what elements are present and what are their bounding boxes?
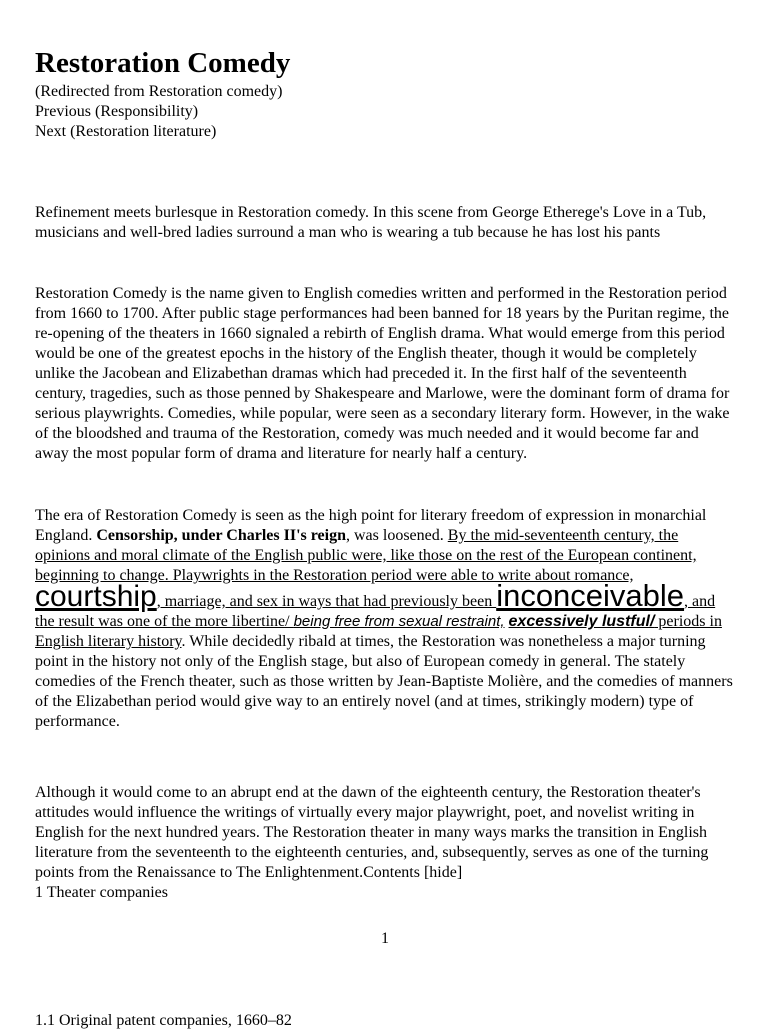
underlined-passage-3: , and the result was one of the more libertine/ [35,593,716,630]
underlined-passage-1: By the mid-seventeenth century, the opinions and moral climate of the English public were, like those on the rest of the European continent, beginning to change. Playwrights in the Restoration period were able to write about romance, [35,527,697,584]
page-title: Restoration Comedy [35,47,291,79]
inconceivable-large: inconceivable [496,578,685,613]
era-paragraph [35,506,735,732]
next-page-heading: 1.1 Original patent companies, 1660–82 [35,1012,292,1029]
next-link[interactable]: Next (Restoration literature) [35,123,217,140]
italic-annotation: being free from sexual restraint, [293,613,505,630]
article-meta [35,82,282,142]
redirect-note: (Redirected from Restoration comedy) [35,83,283,100]
closing-paragraph [35,783,735,903]
previous-link[interactable]: Previous (Responsibility) [35,103,199,120]
era-text-2: , was loosened. [346,527,448,544]
closing-text: Although it would come to an abrupt end at the dawn of the eighteenth century, the Restoration theater's attitudes would influence the writings of virtually every major playwright, poet, and novelist writing in English for the next hundred years. The Restoration theater in many ways marks the transition in English literature from the seventeenth to the eighteenth centuries, and, subsequently, serves as one of the turning points from the Renaissance to The Enlightenment.Contents [hide] [35,784,709,881]
era-text-1: The era of Restoration Comedy is seen as the high point for literary freedom of expression in monarchial England. [35,507,707,544]
intro-paragraph: Restoration Comedy is the name given to English comedies written and performed in the Restoration period from 1660 to 1700. After public stage performances had been banned for 18 years by the Puritan regime, the re-opening of the theaters in 1660 signaled a rebirth of English drama. What would emerge from this period would be one of the greatest epochs in the history of the English theater, though it would be completely unlike the Jacobean and Elizabethan dramas which had preceded it. In the first half of the seventeenth century, tragedies, such as those penned by Shakespeare and Marlowe, were the dominant form of drama for serious playwrights. Comedies, while popular, were seen as a secondary literary form. However, in the wake of the bloodshed and trauma of the Restoration, comedy was much needed and it would become far and away the most popular form of drama and literature for nearly half a century. [35,285,730,462]
courtship-large: courtship [35,580,157,613]
toc-item[interactable]: 1 Theater companies [35,884,168,901]
underlined-passage-4: periods in English literary history [35,613,722,650]
era-text-3: . While decidedly ribald at times, the Restoration was nonetheless a major turning point in the history not only of the English stage, but also of European comedy in general. The stately comedies of the French theater, such as those written by Jean-Baptiste Molière, and the comedies of manners of the Elizabethan period would give way to an entirely novel (and at times, strikingly modern) type of performance. [35,633,733,730]
bold-italic-annotation: excessively lustful/ [508,613,655,630]
page-number: 1 [381,930,389,947]
underlined-passage-2: , marriage, and sex in ways that had previously been [156,593,497,610]
censorship-bold: Censorship, under Charles II's reign [96,527,346,544]
image-caption: Refinement meets burlesque in Restoration comedy. In this scene from George Etherege's Love in a Tub, musicians and well-bred ladies surround a man who is wearing a tub because he has lost his pants [35,204,707,241]
